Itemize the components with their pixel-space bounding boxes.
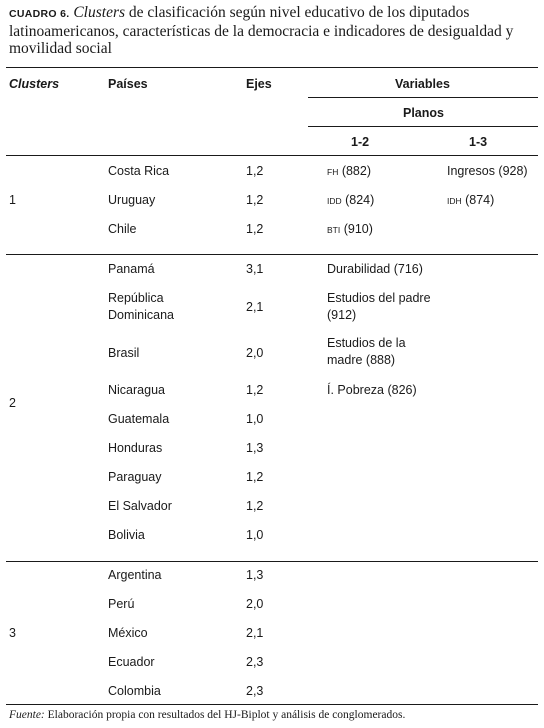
variable-cell: Estudios del padre (912) bbox=[327, 291, 431, 322]
header-plano-1-2: 1-2 bbox=[351, 135, 370, 149]
country-cell: Brasil bbox=[108, 346, 140, 360]
header-plano-1-3: 1-3 bbox=[469, 135, 488, 149]
variable-cell bbox=[327, 192, 374, 210]
cluster-label: 1 bbox=[9, 193, 16, 207]
country-cell: Uruguay bbox=[108, 193, 156, 207]
ejes-cell: 1,2 bbox=[246, 383, 264, 397]
footnote-text: Elaboración propia con resultados del HJ-Biplot y análisis de conglomerados. bbox=[44, 709, 406, 721]
ejes-cell: 1,3 bbox=[246, 568, 264, 582]
variable-cell: Durabilidad (716) bbox=[327, 262, 423, 276]
ejes-cell: 2,1 bbox=[246, 626, 264, 640]
variable-cell: Estudios de la madre (888) bbox=[327, 336, 406, 367]
group-rule bbox=[6, 254, 538, 255]
variable-value: (882) bbox=[338, 164, 371, 178]
ejes-cell: 1,2 bbox=[246, 164, 264, 178]
variable-abbr: IDD bbox=[327, 196, 342, 206]
variable-abbr: IDH bbox=[447, 196, 462, 206]
ejes-cell: 2,3 bbox=[246, 684, 264, 698]
country-cell: Ecuador bbox=[108, 655, 155, 669]
variable-abbr: BTI bbox=[327, 225, 341, 235]
header-paises: Países bbox=[108, 77, 148, 91]
variables-underline bbox=[308, 97, 538, 98]
header-variables: Variables bbox=[395, 77, 450, 91]
country-cell: Honduras bbox=[108, 441, 163, 455]
ejes-cell: 1,0 bbox=[246, 412, 264, 426]
variable-value: (910) bbox=[340, 222, 373, 236]
ejes-cell: 2,0 bbox=[246, 346, 264, 360]
ejes-cell: 1,2 bbox=[246, 193, 264, 207]
variable-value: (874) bbox=[461, 193, 495, 207]
country-cell: El Salvador bbox=[108, 499, 172, 513]
variable-cell bbox=[327, 221, 373, 239]
top-rule bbox=[6, 67, 538, 68]
group-rule bbox=[6, 561, 538, 562]
variable-cell bbox=[327, 163, 371, 181]
variable-cell: Ingresos (928) bbox=[447, 164, 528, 178]
ejes-cell: 1,0 bbox=[246, 528, 264, 542]
ejes-cell: 1,2 bbox=[246, 470, 264, 484]
country-cell: Chile bbox=[108, 222, 137, 236]
variable-cell: Í. Pobreza (826) bbox=[327, 383, 417, 397]
ejes-cell: 2,0 bbox=[246, 597, 264, 611]
caption-title: de clasificación según nivel educativo de los diputados latinoamericanos, características de la democracia e indicadores de desigualdad y movilidad social bbox=[9, 4, 514, 57]
country-cell: México bbox=[108, 626, 148, 640]
table-caption bbox=[9, 4, 537, 57]
country-cell: Costa Rica bbox=[108, 164, 170, 178]
cluster-label: 3 bbox=[9, 626, 16, 640]
ejes-cell: 1,2 bbox=[246, 222, 264, 236]
country-cell: Argentina bbox=[108, 568, 162, 582]
variable-value: (824) bbox=[341, 193, 375, 207]
country-cell: República Dominicana bbox=[108, 291, 175, 322]
bottom-rule bbox=[6, 704, 538, 705]
ejes-cell: 2,1 bbox=[246, 300, 264, 314]
ejes-cell: 1,3 bbox=[246, 441, 264, 455]
variable-cell bbox=[447, 192, 494, 210]
ejes-cell: 1,2 bbox=[246, 499, 264, 513]
caption-label: CUADRO 6. bbox=[9, 8, 70, 20]
country-cell: Bolivia bbox=[108, 528, 145, 542]
country-cell: Nicaragua bbox=[108, 383, 165, 397]
country-cell: Perú bbox=[108, 597, 135, 611]
variable-abbr: FH bbox=[327, 167, 339, 177]
caption-title-italic: Clusters bbox=[73, 4, 126, 21]
country-cell: Paraguay bbox=[108, 470, 162, 484]
ejes-cell: 2,3 bbox=[246, 655, 264, 669]
planos-underline bbox=[308, 126, 538, 127]
header-clusters: Clusters bbox=[9, 77, 60, 91]
header-ejes: Ejes bbox=[246, 77, 272, 91]
country-cell: Guatemala bbox=[108, 412, 170, 426]
table-footnote bbox=[9, 709, 405, 721]
footnote-label: Fuente: bbox=[9, 709, 45, 721]
cluster-label: 2 bbox=[9, 396, 16, 410]
country-cell: Colombia bbox=[108, 684, 161, 698]
header-planos: Planos bbox=[403, 106, 444, 120]
ejes-cell: 3,1 bbox=[246, 262, 264, 276]
country-cell: Panamá bbox=[108, 262, 155, 276]
header-bottom-rule bbox=[6, 155, 538, 156]
